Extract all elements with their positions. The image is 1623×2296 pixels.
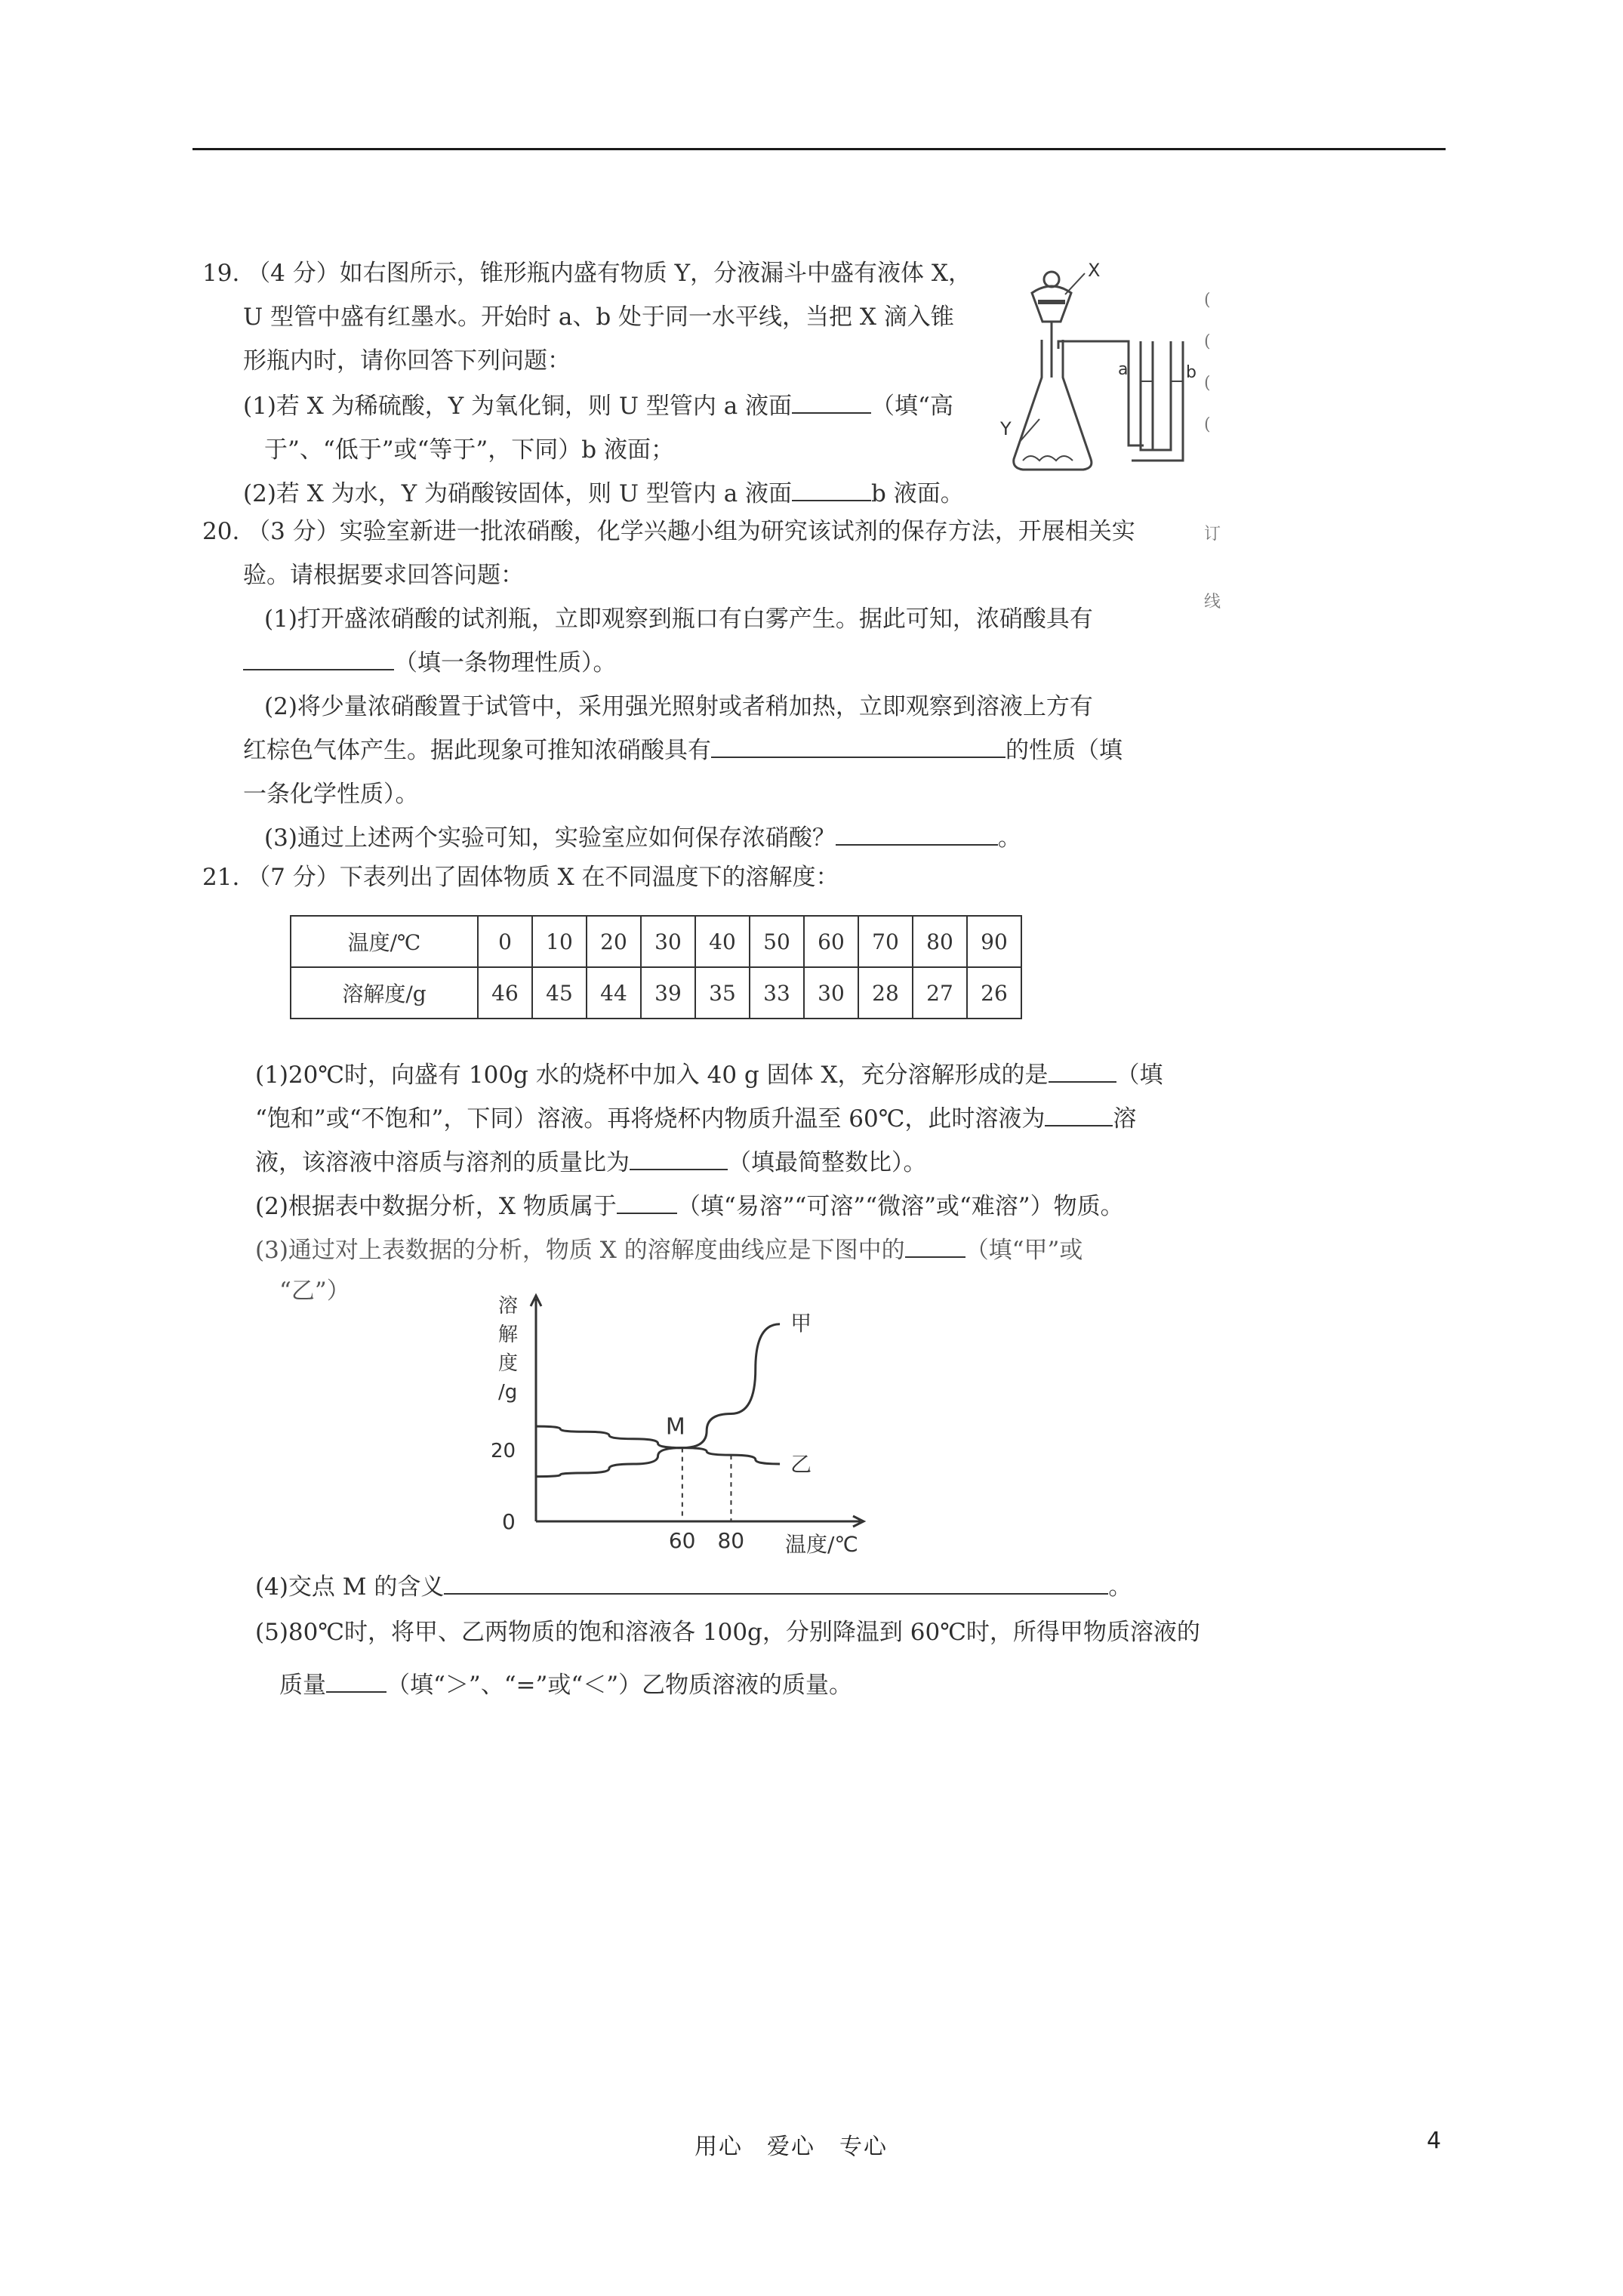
table-cell: 50 bbox=[750, 916, 804, 967]
label-b: b bbox=[1186, 363, 1196, 382]
q21-blank-2[interactable] bbox=[1045, 1104, 1113, 1126]
label-y-pointer bbox=[1019, 419, 1039, 442]
x-tick-label: 60 bbox=[668, 1528, 696, 1553]
table-cell: 26 bbox=[967, 967, 1021, 1019]
table-cell: 28 bbox=[858, 967, 913, 1019]
table-cell: 70 bbox=[858, 916, 913, 967]
y-axis-label-char: 溶 bbox=[498, 1295, 519, 1318]
binding-mark: 订 bbox=[1204, 525, 1221, 544]
table-cell: 10 bbox=[532, 916, 587, 967]
table-cell: 80 bbox=[913, 916, 967, 967]
page-number: 4 bbox=[1427, 2128, 1442, 2154]
label-x-pointer bbox=[1065, 273, 1085, 294]
q21-blank-1[interactable] bbox=[1049, 1060, 1116, 1083]
binding-mark: ( bbox=[1204, 374, 1211, 393]
table-cell: 44 bbox=[587, 967, 641, 1019]
y-axis-label-char: 度 bbox=[498, 1352, 519, 1375]
q20-line-3: (1)打开盛浓硝酸的试剂瓶，立即观察到瓶口有白雾产生。据此可知，浓硝酸具有 bbox=[264, 606, 1093, 633]
table-cell: 27 bbox=[913, 967, 967, 1019]
table-cell: 35 bbox=[695, 967, 750, 1019]
q21-part4 bbox=[255, 1572, 1132, 1602]
header-rule bbox=[192, 148, 1446, 150]
q21-part1-text-2: “饱和”或“不饱和”，下同）溶液。再将烧杯内物质升温至 60℃，此时溶液为 bbox=[255, 1105, 1046, 1133]
table-cell: 90 bbox=[967, 916, 1021, 967]
binding-mark: 线 bbox=[1204, 593, 1221, 612]
u-tube bbox=[1132, 341, 1183, 461]
q21-part1-line-2 bbox=[255, 1104, 1136, 1134]
q19-blank-2[interactable] bbox=[792, 479, 871, 501]
q19-line-3: 形瓶内时，请你回答下列问题： bbox=[243, 347, 571, 374]
q21-part1-tail-3: （填最简整数比）。 bbox=[728, 1149, 927, 1176]
q21-part3-text: (3)通过对上表数据的分析，物质 X 的溶解度曲线应是下图中的 bbox=[255, 1237, 905, 1264]
q19-line-4-tail: （填“高 bbox=[871, 393, 953, 420]
q21-part2-text: (2)根据表中数据分析，X 物质属于 bbox=[255, 1193, 617, 1220]
table-cell: 60 bbox=[804, 916, 858, 967]
q20-line-8-text: (3)通过上述两个实验可知，实验室应如何保存浓硝酸？ bbox=[264, 824, 836, 852]
table-cell: 30 bbox=[804, 967, 858, 1019]
q19-line-4-text: (1)若 X 为稀硫酸，Y 为氧化铜，则 U 型管内 a 液面 bbox=[243, 393, 793, 420]
q19-line-1: 19. （4 分）如右图所示，锥形瓶内盛有物质 Y，分液漏斗中盛有液体 X， bbox=[202, 260, 972, 287]
q21-part2-tail: （填“易溶”“可溶”“微溶”或“难溶”）物质。 bbox=[676, 1193, 1124, 1220]
origin-label: 0 bbox=[502, 1509, 516, 1534]
page-footer: 用心 爱心 专心 bbox=[694, 2134, 888, 2160]
table-row-temperature bbox=[291, 916, 1021, 967]
y-axis-label-char: /g bbox=[498, 1381, 518, 1404]
table-cell: 33 bbox=[750, 967, 804, 1019]
binding-mark: ( bbox=[1204, 415, 1211, 434]
q21-part2 bbox=[255, 1191, 1124, 1222]
table-cell: 45 bbox=[532, 967, 587, 1019]
q21-part1-text-3: 液，该溶液中溶质与溶剂的质量比为 bbox=[255, 1149, 630, 1176]
y-axis-label-char: 解 bbox=[498, 1324, 519, 1346]
q21-part1-tail-2: 溶 bbox=[1113, 1105, 1137, 1133]
q20-line-2: 验。请根据要求回答问题： bbox=[243, 562, 524, 589]
u-tube-left bbox=[1141, 341, 1153, 450]
q19-line-4 bbox=[243, 391, 953, 421]
apparatus-figure bbox=[970, 257, 1196, 483]
q19-line-6-tail: b 液面。 bbox=[871, 480, 964, 507]
label-y: Y bbox=[1000, 418, 1012, 439]
q21-blank-6[interactable] bbox=[444, 1572, 1108, 1595]
q20-line-4 bbox=[243, 648, 617, 678]
series-jia-curve bbox=[536, 1324, 780, 1477]
q21-blank-5[interactable] bbox=[905, 1235, 965, 1258]
solubility-chart bbox=[468, 1291, 891, 1570]
q20-line-8 bbox=[264, 823, 1021, 853]
q20-blank-2[interactable] bbox=[711, 735, 1006, 758]
table-row-solubility bbox=[291, 967, 1021, 1019]
q20-line-5: (2)将少量浓硝酸置于试管中，采用强光照射或者稍加热，立即观察到溶液上方有 bbox=[264, 693, 1093, 720]
label-x: X bbox=[1088, 260, 1101, 281]
series-label: 甲 bbox=[790, 1310, 812, 1336]
q21-blank-3[interactable] bbox=[630, 1148, 728, 1170]
q19-line-6-text: (2)若 X 为水，Y 为硝酸铵固体，则 U 型管内 a 液面 bbox=[243, 480, 793, 507]
binding-mark: ( bbox=[1204, 332, 1211, 351]
binding-mark: ( bbox=[1204, 291, 1211, 310]
q21-part5-line-1: (5)80℃时，将甲、乙两物质的饱和溶液各 100g，分别降温到 60℃时，所得甲物质溶液的 bbox=[255, 1619, 1200, 1646]
q21-part1-text: (1)20℃时，向盛有 100g 水的烧杯中加入 40 g 固体 X，充分溶解形成的是 bbox=[255, 1062, 1049, 1089]
q21-part5-text: 质量 bbox=[279, 1672, 326, 1699]
q20-line-6 bbox=[243, 735, 1123, 766]
q20-line-6-text: 红棕色气体产生。据此现象可推知浓硝酸具有 bbox=[243, 737, 711, 764]
q20-line-1: 20. （3 分）实验室新进一批浓硝酸，化学兴趣小组为研究该试剂的保存方法，开展相关实 bbox=[202, 518, 1135, 545]
x-tick-label: 80 bbox=[717, 1528, 745, 1553]
q21-line-1: 21. （7 分）下表列出了固体物质 X 在不同温度下的溶解度： bbox=[202, 864, 839, 891]
q20-blank-1[interactable] bbox=[243, 648, 394, 670]
connecting-tube bbox=[1058, 341, 1144, 445]
x-axis-label: 温度/℃ bbox=[785, 1532, 858, 1557]
table-header-temperature: 温度/℃ bbox=[291, 916, 478, 967]
table-cell: 40 bbox=[695, 916, 750, 967]
q19-line-6 bbox=[243, 479, 964, 509]
y-tick-label: 20 bbox=[491, 1440, 516, 1462]
q21-part1-line-3 bbox=[255, 1148, 927, 1178]
table-cell: 39 bbox=[641, 967, 695, 1019]
series-label: 乙 bbox=[790, 1452, 812, 1477]
funnel-stopper bbox=[1044, 272, 1059, 287]
q21-part1-line-1 bbox=[255, 1060, 1163, 1090]
table-header-solubility: 溶解度/g bbox=[291, 967, 478, 1019]
q20-line-6-tail: 的性质（填 bbox=[1006, 737, 1123, 764]
q21-part5-line-2 bbox=[279, 1670, 852, 1700]
q21-blank-7[interactable] bbox=[326, 1670, 387, 1693]
q19-line-2: U 型管中盛有红墨水。开始时 a、b 处于同一水平线，当把 X 滴入锥 bbox=[243, 304, 954, 331]
q20-line-7: 一条化学性质）。 bbox=[243, 781, 419, 808]
q20-line-4-text: （填一条物理性质）。 bbox=[394, 649, 617, 676]
q21-blank-4[interactable] bbox=[617, 1191, 677, 1214]
label-a: a bbox=[1118, 360, 1129, 379]
q21-part1-tail: （填 bbox=[1116, 1062, 1163, 1089]
solubility-table bbox=[290, 915, 1022, 1019]
q21-part3-line-2: “乙”） bbox=[279, 1277, 350, 1305]
table-cell: 0 bbox=[478, 916, 532, 967]
solid-y bbox=[1023, 456, 1073, 461]
q21-part3-tail: （填“甲”或 bbox=[965, 1237, 1083, 1264]
q21-part4-tail: 。 bbox=[1108, 1573, 1132, 1601]
q20-line-8-tail: 。 bbox=[997, 824, 1021, 852]
q21-part4-text: (4)交点 M 的含义 bbox=[255, 1573, 445, 1601]
q21-part5-tail: （填“＞”、“=”或“＜”）乙物质溶液的质量。 bbox=[387, 1672, 853, 1699]
q21-part3 bbox=[255, 1235, 1083, 1265]
q19-line-5: 于”、“低于”或“等于”，下同）b 液面； bbox=[264, 436, 674, 464]
q20-blank-3[interactable] bbox=[836, 823, 998, 846]
table-cell: 46 bbox=[478, 967, 532, 1019]
table-cell: 20 bbox=[587, 916, 641, 967]
point-m-label: M bbox=[665, 1413, 685, 1441]
table-cell: 30 bbox=[641, 916, 695, 967]
q19-blank-1[interactable] bbox=[792, 391, 871, 414]
